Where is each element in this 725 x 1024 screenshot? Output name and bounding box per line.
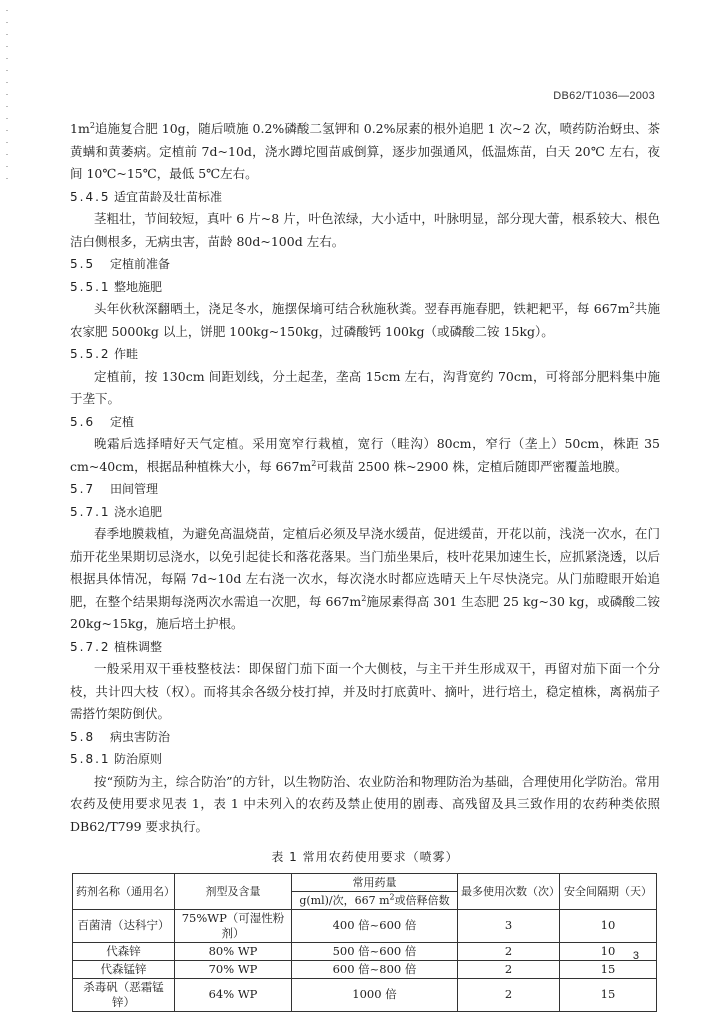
cell-formulation: 70% WP xyxy=(175,960,292,978)
heading-title: 浇水追肥 xyxy=(114,504,163,519)
cell-name: 代森锌 xyxy=(73,942,175,960)
paragraph-5-7-2: 一般采用双干垂枝整枝法：即保留门茄下面一个大侧枝，与主干并生形成双干，再留对茄下面一个分枝，共计四大枝（权）。而将其余各级分枝打掉，并及时打底黄叶、摘叶，进行培土，稳定植株，离祸茄子需搭竹架防倒伏。 xyxy=(70,661,660,721)
heading-5-5-1 xyxy=(70,276,660,299)
table-row xyxy=(73,909,657,942)
cell-interval: 10 xyxy=(560,942,657,960)
document-body xyxy=(70,118,660,1012)
header-max-uses: 最多使用次数（次） xyxy=(458,873,560,909)
superscript: 2 xyxy=(311,458,317,468)
superscript: 2 xyxy=(389,891,395,901)
heading-title: 定植前准备 xyxy=(110,257,171,271)
text-segment: 可栽苗 2500 株~2900 株，定植后随即严密覆盖地膜。 xyxy=(316,458,628,474)
heading-number: 5.5 xyxy=(70,257,96,271)
cell-interval: 15 xyxy=(560,960,657,978)
heading-number: 5.4.5 xyxy=(70,189,111,204)
heading-title: 适宜苗龄及壮苗标准 xyxy=(114,189,223,204)
header-pesticide-name: 药剂名称（通用名） xyxy=(73,873,175,909)
text-segment: 头年伙秋深翻晒土，浇足冬水，施摆保墒可结合秋施秋粪。翌春再施春肥，铁耙耙平，每 667m xyxy=(94,301,630,316)
header-safety-interval: 安全间隔期（天） xyxy=(560,873,657,909)
header-formulation: 剂型及含量 xyxy=(175,873,292,909)
superscript: 2 xyxy=(89,120,95,130)
table-header-row xyxy=(73,873,657,891)
cell-interval: 15 xyxy=(560,978,657,1011)
heading-5-7-2 xyxy=(70,636,660,659)
heading-number: 5.5.1 xyxy=(70,279,111,294)
paragraph-5-7-1 xyxy=(70,523,660,636)
superscript: 2 xyxy=(629,300,635,310)
heading-number: 5.7.1 xyxy=(70,504,111,519)
cell-dosage: 1000 倍 xyxy=(292,978,458,1011)
heading-title: 防治原则 xyxy=(114,752,163,766)
cell-max-uses: 2 xyxy=(458,942,560,960)
heading-number: 5.7 xyxy=(70,482,96,496)
standard-code: DB62/T1036—2003 xyxy=(553,90,655,102)
text-segment: 春季地膜栽植，为避免高温烧苗，定植后必须及早浇水缓苗，促进缓苗，开花以前，浅浇一次水，在门茄开花坐果期切忌浇水，以免引起徒长和落花落果。当门茄坐果后，枝叶花果加速生长，应抓紧浇透，以后根据具体情况，每隔 7d~10d 左右浇一次水，每次浇水时都应选晴天上午尽快浇完。从门茄瞪眼开始追肥，在整个结果期每浇两次水需追一次肥，每 667m xyxy=(70,526,660,609)
heading-number: 5.8.1 xyxy=(70,752,111,766)
text-segment: g(ml)/次，667 m xyxy=(299,893,390,907)
heading-number: 5.7.2 xyxy=(70,639,111,654)
header-dosage: 常用药量 xyxy=(292,873,458,891)
cell-dosage: 600 倍~800 倍 xyxy=(292,960,458,978)
text-segment: 1m xyxy=(70,121,90,136)
heading-5-8-1 xyxy=(70,748,660,771)
paragraph-5-8-1: 按“预防为主，综合防治”的方针，以生物防治、农业防治和物理防治为基础，合理使用化学防治。常用农药及使用要求见表 1，表 1 中未列入的农药及禁止使用的剧毒、高残留及具三致作用的农药种类依照 DB62/T799 要求执行。 xyxy=(70,773,660,834)
page-number: 3 xyxy=(632,950,639,962)
superscript: 2 xyxy=(361,593,367,603)
binding-holes xyxy=(6,10,8,180)
heading-number: 5.6 xyxy=(70,414,96,429)
heading-title: 整地施肥 xyxy=(114,279,163,294)
text-segment: 晚霜后选择晴好天气定植。采用宽窄行栽植，宽行（畦沟）80cm，窄行（垄上）50cm，株距 35 cm~40cm，根据品种植株大小，每 667m xyxy=(70,436,660,474)
cell-max-uses: 2 xyxy=(458,978,560,1011)
cell-max-uses: 2 xyxy=(458,960,560,978)
text-segment: 追施复合肥 10g，随后喷施 0.2%磷酸二氢钾和 0.2%尿素的根外追肥 1 次~2 次，喷药防治蚜虫、茶黄螨和黄萎病。定植前 7d~10d，浇水蹲坨囤苗戚倒算，逐步加强通风，低温炼苗，白天 20℃ 左右，夜间 10℃~15℃，最低 5℃左右。 xyxy=(70,121,660,181)
cell-name: 杀毒矾（恶霜锰锌） xyxy=(73,978,175,1011)
heading-title: 田间管理 xyxy=(110,482,159,496)
heading-5-7-1 xyxy=(70,501,660,524)
cell-name: 代森锰锌 xyxy=(73,960,175,978)
pesticide-table xyxy=(72,873,657,1012)
heading-5-4-5 xyxy=(70,186,660,209)
paragraph-5-5-1 xyxy=(70,298,660,343)
heading-5-7 xyxy=(70,478,660,501)
cell-dosage: 500 倍~600 倍 xyxy=(292,942,458,960)
heading-title: 作畦 xyxy=(114,347,139,361)
heading-5-5 xyxy=(70,253,660,276)
cell-name: 百菌清（达科宁） xyxy=(73,909,175,942)
text-segment: 施尿素得高 301 生态肥 25 kg~30 kg，或磷酸二铵 20kg~15kg，施后培土护根。 xyxy=(70,593,660,631)
table-caption: 表 1 常用农药使用要求（喷雾） xyxy=(271,850,459,864)
heading-title: 定植 xyxy=(110,414,135,429)
table-row xyxy=(73,942,657,960)
heading-number: 5.5.2 xyxy=(70,347,111,361)
paragraph-seedling-management xyxy=(70,118,660,186)
cell-formulation: 80% WP xyxy=(175,942,292,960)
table-row xyxy=(73,978,657,1011)
heading-title: 病虫害防治 xyxy=(110,729,171,744)
text-segment: 或倍释倍数 xyxy=(394,893,450,907)
cell-formulation: 64% WP xyxy=(175,978,292,1011)
text-segment: 共施农家肥 5000kg 以上，饼肥 100kg~150kg，过磷酸钙 100kg（或磷酸二铵 15kg）。 xyxy=(70,301,660,339)
header-dosage-unit xyxy=(292,891,458,909)
paragraph-5-5-2: 定植前，按 130cm 间距划线，分土起垄，垄高 15cm 左右，沟背宽约 70cm，可将部分肥料集中施于垄下。 xyxy=(70,368,660,406)
paragraph-5-4-5: 茎粗壮，节间较短，真叶 6 片~8 片，叶色浓绿，大小适中，叶脉明显，部分现大蕾，根系较大、根色洁白侧根多，无病虫害，苗龄 80d~100d 左右。 xyxy=(70,211,660,249)
cell-interval: 10 xyxy=(560,909,657,942)
heading-title: 植株调整 xyxy=(114,639,163,654)
cell-dosage: 400 倍~600 倍 xyxy=(292,909,458,942)
heading-5-6 xyxy=(70,411,660,434)
heading-5-8 xyxy=(70,726,660,749)
heading-5-5-2 xyxy=(70,343,660,366)
cell-max-uses: 3 xyxy=(458,909,560,942)
heading-number: 5.8 xyxy=(70,729,96,744)
table-row xyxy=(73,960,657,978)
cell-formulation: 75%WP（可湿性粉剂） xyxy=(175,909,292,942)
paragraph-5-6 xyxy=(70,433,660,478)
